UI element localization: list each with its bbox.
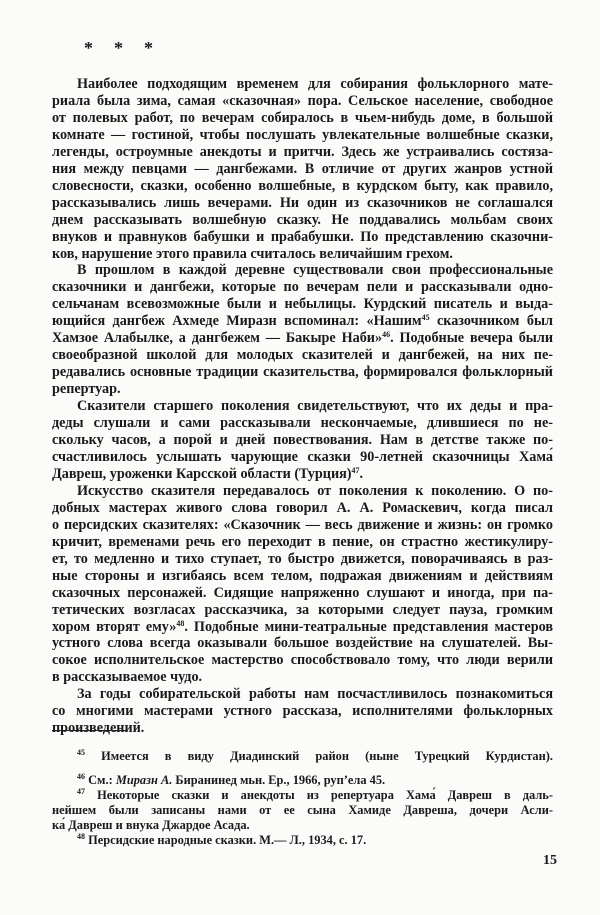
footnote-line: нейшем были записаны нами от ее сына Хамиде Давреша, дочери Асли-	[52, 803, 553, 817]
footnote-line: $^{47}$ Некоторые сказки и анекдоты из репертуара Хама́ Давреш в даль-	[77, 787, 553, 802]
text-line: риала была зима, самая «сказочная» пора. Сельское население, свободное	[52, 92, 553, 109]
text-line: счастливилось услышать чарующие сказки 90-летней сказочницы Хама́	[52, 448, 553, 465]
paragraph	[52, 262, 553, 398]
text-line: Искусство сказителя передавалось от поколения к поколению. О по-	[77, 482, 553, 499]
footnote-line: $^{48}$ Персидские народные сказки. М.— Л., 1934, с. 17.	[77, 832, 367, 847]
text-line: скольку часов, а порой и дней повествования. Нам в детстве также по-	[52, 432, 553, 449]
text-line: сказочники и дангбежи, которые по вечерам пели и рассказывали одно-	[52, 279, 553, 296]
text-line: тетических возгласах рассказчика, за которыми следует пауза, громким	[52, 601, 553, 618]
text-line: ния между певцами — дангбежами. В отличие от других жанров устной	[52, 160, 553, 177]
footnote-divider	[52, 730, 126, 731]
footnote-number: 46	[77, 772, 85, 781]
text-line: рассказывались лишь вечерами. Ни один из сказочников не соглашался	[52, 194, 553, 211]
footnote-line: $^{45}$ Имеется в виду Диадинский район (ныне Турецкий Курдистан).	[77, 748, 553, 763]
paragraph	[52, 398, 553, 483]
text-line: словесности, сказки, особенно волшебные, в курдском быту, как правило,	[52, 177, 553, 194]
text-line: легенды, остроумные анекдоты и притчи. Здесь же устраивались состяза-	[52, 143, 553, 160]
text-line: ные стороны и изгибаясь всем телом, подражая движениям и действиям	[52, 567, 553, 584]
text-line: в рассказываемое чудо.	[52, 669, 203, 686]
text-line: В прошлом в каждой деревне существовали свои профессиональные	[77, 262, 553, 279]
footnote-author: Миразн А.	[115, 773, 173, 787]
text-line: сельчанам всевозможные были и небылицы. Курдский писатель и выда-	[52, 296, 553, 313]
text-line: ющийся дангбеж Ахмеде Миразн вспоминал: «Нашим$^{45}$ сказочником был	[52, 313, 553, 330]
text-line: Давреш, уроженки Карсской области (Турция)$^{47}$.	[52, 465, 364, 482]
main-text	[52, 76, 553, 737]
text-line: сокое исполнительское мастерство способствовало тому, что люди верили	[52, 652, 553, 669]
section-separator	[84, 38, 174, 59]
footnote-number: 45	[77, 748, 85, 757]
text-line: Хамзое Алабылке, а дангбежем — Бакыре Наби»$^{46}$. Подобные вечера были	[52, 330, 553, 347]
footnote-46	[52, 773, 553, 788]
text-line: о персидских сказителях: «Сказочник — весь движение и жизнь: он громко	[52, 516, 553, 533]
separator-star: *	[144, 38, 153, 58]
text-line: комнате — гостиной, чтобы послушать увлекательные волшебные сказки,	[52, 126, 553, 143]
text-line: Сказители старшего поколения свидетельствуют, что их деды и пра-	[77, 398, 553, 415]
separator-star: *	[114, 38, 123, 58]
text-line: сказочных персонажей. Сидящие напряженно слушают и иногда, при па-	[52, 584, 553, 601]
footnote-line: ка́ Давреш и внука Джардое Асада.	[52, 818, 250, 832]
text-line: кричит, временами речь его переходит в пение, он страстно жестикулиру-	[52, 533, 553, 550]
text-line: своеобразной школой для молодых сказителей и дангбежей, на них пе-	[52, 347, 553, 364]
text-line: произведений.	[52, 720, 145, 737]
text-line: За годы собирательской работы нам посчастливилось познакомиться	[77, 686, 553, 703]
footnote-ref-48[interactable]: 48	[176, 618, 185, 628]
text-line: репертуар.	[52, 381, 121, 398]
paragraph	[52, 76, 553, 262]
footnote-48	[52, 833, 553, 848]
separator-star: *	[84, 38, 93, 58]
text-line: от полевых работ, по вечерам собиралось в чьем-нибудь доме, в большой	[52, 109, 553, 126]
text-line: хором вторят ему»$^{48}$. Подобные мини-театральные представления мастеров	[52, 618, 553, 635]
footnote-ref-47[interactable]: 47	[351, 465, 360, 475]
text-line: добных мастерах живого слова говорил А. А. Ромаскевич, когда писал	[52, 499, 553, 516]
text-line: Наиболее подходящим временем для собирания фольклорного мате-	[77, 76, 553, 92]
text-line: внуков и правнуков бабушки и прабабушки. По представлению сказочни-	[52, 228, 553, 245]
text-line: ков, нарушение этого правила считалось величайшим грехом.	[52, 245, 453, 262]
text-line: днем рассказывать волшебную сказку. Не поддавались мольбам своих	[52, 211, 553, 228]
text-line: редавались основные традиции сказительства, формировался фольклорный	[52, 364, 553, 381]
paragraph	[52, 483, 553, 686]
footnote-number: 47	[77, 787, 85, 796]
text-line: со многими мастерами устного рассказа, исполнителями фольклорных	[52, 703, 553, 720]
footnotes-46-48	[52, 773, 553, 848]
text-line: ет, то медленно и тихо ступает, то быстро движется, поворачиваясь в раз-	[52, 550, 553, 567]
footnote-47	[52, 788, 553, 833]
footnote-ref-46[interactable]: 46	[382, 330, 391, 340]
footnote-number: 48	[77, 832, 85, 841]
text-line: устного слова всегда оказывали большое воздействие на слушателей. Вы-	[52, 635, 553, 652]
paragraph	[52, 686, 553, 737]
footnote-line: $^{46}$ См.: Миразн А. Биранинед мьн. Ер., 1966, рупʼела 45.	[77, 772, 386, 787]
page-number: 15	[543, 853, 557, 868]
text-line: деды слушали и сами рассказывали нескончаемые, длившиеся по не-	[52, 415, 553, 432]
footnote-45	[52, 749, 553, 764]
footnote-ref-45[interactable]: 45	[421, 313, 430, 323]
